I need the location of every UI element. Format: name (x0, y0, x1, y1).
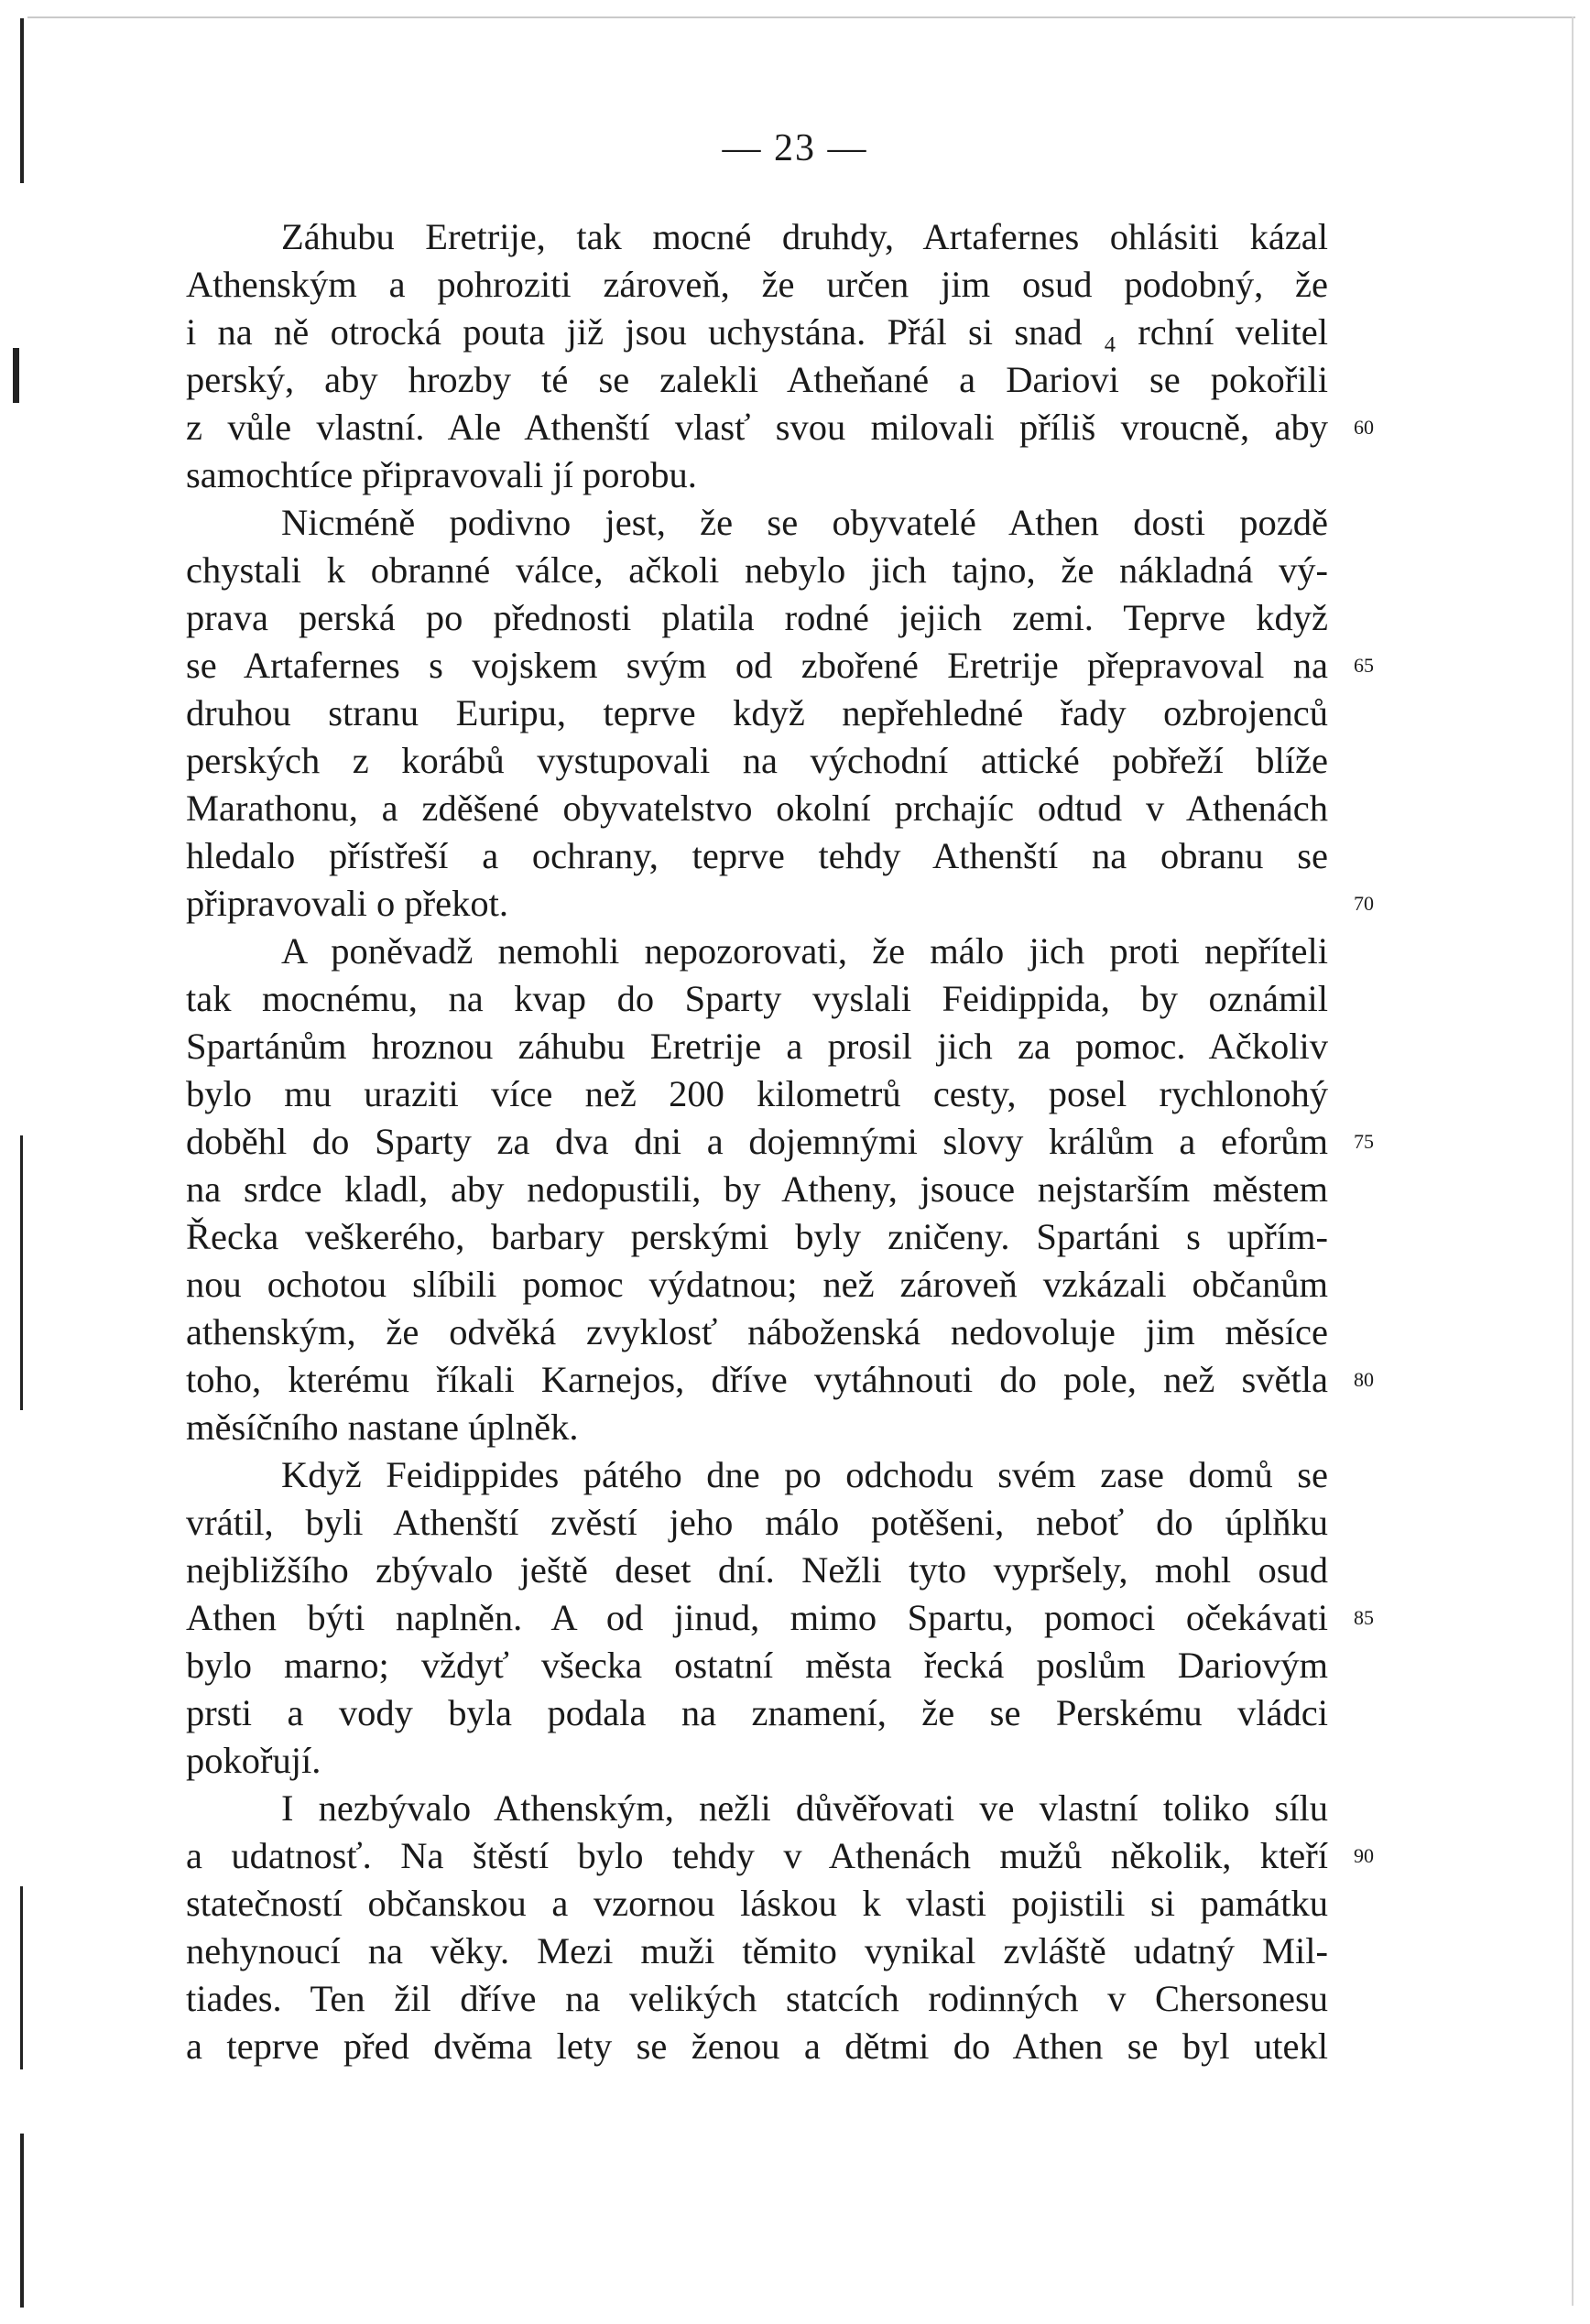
text-line: měsíčního nastane úplněk. (186, 1406, 579, 1448)
line-number: 60 (1354, 416, 1374, 439)
text-line: A poněvadž nemohli nepozorovati, že málo jich proti nepříteli (281, 930, 1328, 972)
text-line: Řecka veškerého, barbary perskými byly zničeny. Spartáni s upřím- (186, 1216, 1328, 1257)
text-line: a teprve před dvěma lety se ženou a dětmi do Athen se byl utekl (186, 2025, 1328, 2067)
text-line: athenským, že odvěká zvyklosť náboženská nedovoluje jim měsíce (186, 1311, 1328, 1352)
text-line: toho, kterému říkali Karnejos, dříve vytáhnouti do pole, než světla (186, 1359, 1328, 1400)
line-number: 85 (1354, 1606, 1374, 1629)
scan-top-rule (27, 16, 1575, 18)
text-line: perský, aby hrozby té se zalekli Atheňané a Dariovi se pokořili (186, 359, 1328, 400)
text-line: samochtíce připravovali jí porobu. (186, 454, 697, 495)
text-line: nehynoucí na věky. Mezi muži těmito vynikal zvláště udatný Mil- (186, 1930, 1328, 1971)
text-line: bylo marno; vždyť všecka ostatní města řecká poslům Dariovým (186, 1645, 1328, 1686)
line-number: 65 (1354, 654, 1374, 677)
line-number: 90 (1354, 1844, 1374, 1867)
text-line: Athenským a pohroziti zároveň, že určen jim osud podobný, že (186, 264, 1328, 305)
line-number: 70 (1354, 892, 1374, 915)
text-line: hledalo přístřeší a ochrany, teprve tehdy Athenští na obranu se (186, 835, 1328, 876)
text-line: chystali k obranné válce, ačkoli nebylo jich tajno, že nákladná vý- (186, 549, 1328, 591)
page-number: — 23 — (722, 127, 868, 169)
text-line: I nezbývalo Athenským, nežli důvěřovati ve vlastní toliko sílu (281, 1787, 1328, 1829)
text-line: pokořují. (186, 1740, 321, 1781)
text-line: Marathonu, a zděšené obyvatelstvo okolní prchajíc odtud v Athenách (186, 787, 1328, 829)
line-number: 80 (1354, 1368, 1374, 1391)
text-line: vrátil, byli Athenští zvěstí jeho málo potěšeni, neboť do úplňku (186, 1502, 1328, 1543)
text-line: tiades. Ten žil dříve na velikých statcích rodinných v Chersonesu (186, 1978, 1328, 2019)
text-line: Když Feidippides pátého dne po odchodu svém zase domů se (281, 1454, 1328, 1495)
text-line: statečností občanskou a vzornou láskou k vlasti pojistili si památku (186, 1883, 1328, 1924)
binding-edge-mark (20, 1886, 23, 2069)
text-line: Nicméně podivno jest, že se obyvatelé Athen dosti pozdě (281, 502, 1328, 543)
text-line: druhou stranu Euripu, teprve když nepřehledné řady ozbrojenců (186, 692, 1328, 733)
text-line: připravovali o překot. (186, 883, 509, 924)
text-line: tak mocnému, na kvap do Sparty vyslali Feidippida, by oznámil (186, 978, 1328, 1019)
text-line: na srdce kladl, aby nedopustili, by Atheny, jsouce nejstarším městem (186, 1168, 1328, 1210)
text-line: a udatnosť. Na štěstí bylo tehdy v Athenách mužů několik, kteří (186, 1835, 1328, 1876)
text-line: bylo mu uraziti více než 200 kilometrů cesty, posel rychlonohý (186, 1073, 1328, 1114)
text-line: prava perská po přednosti platila rodné jejich zemi. Teprve když (186, 597, 1328, 638)
text-line: nou ochotou slíbili pomoc výdatnou; než zároveň vzkázali občanům (186, 1264, 1328, 1305)
text-line: se Artafernes s vojskem svým od zbořené Eretrije přepravoval na (186, 645, 1328, 686)
text-line: z vůle vlastní. Ale Athenští vlasť svou milovali příliš vroucně, aby (186, 407, 1328, 448)
binding-edge-mark (20, 1135, 23, 1410)
text-line: perských z korábů vystupovali na východní attické pobřeží blíže (186, 740, 1328, 781)
binding-edge-mark (20, 2134, 24, 2308)
text-line: Athen býti naplněn. A od jinud, mimo Spartu, pomoci očekávati (186, 1597, 1328, 1638)
scan-right-rule (1572, 16, 1574, 2306)
text-line: prsti a vody byla podala na znamení, že se Perskému vládci (186, 1692, 1328, 1733)
text-line: i na ně otrocká pouta již jsou uchystána. Přál si snad ₄ rchní velitel (186, 311, 1328, 353)
text-line: nejbližšího zbývalo ještě deset dní. Nežli tyto vypršely, mohl osud (186, 1549, 1328, 1591)
text-line: Spartánům hroznou záhubu Eretrije a prosil jich za pomoc. Ačkoliv (186, 1026, 1328, 1067)
text-line: doběhl do Sparty za dva dni a dojemnými slovy králům a eforům (186, 1121, 1328, 1162)
text-line: Záhubu Eretrije, tak mocné druhdy, Artafernes ohlásiti kázal (281, 216, 1328, 257)
line-number: 75 (1354, 1130, 1374, 1153)
binding-edge-mark (13, 348, 19, 403)
